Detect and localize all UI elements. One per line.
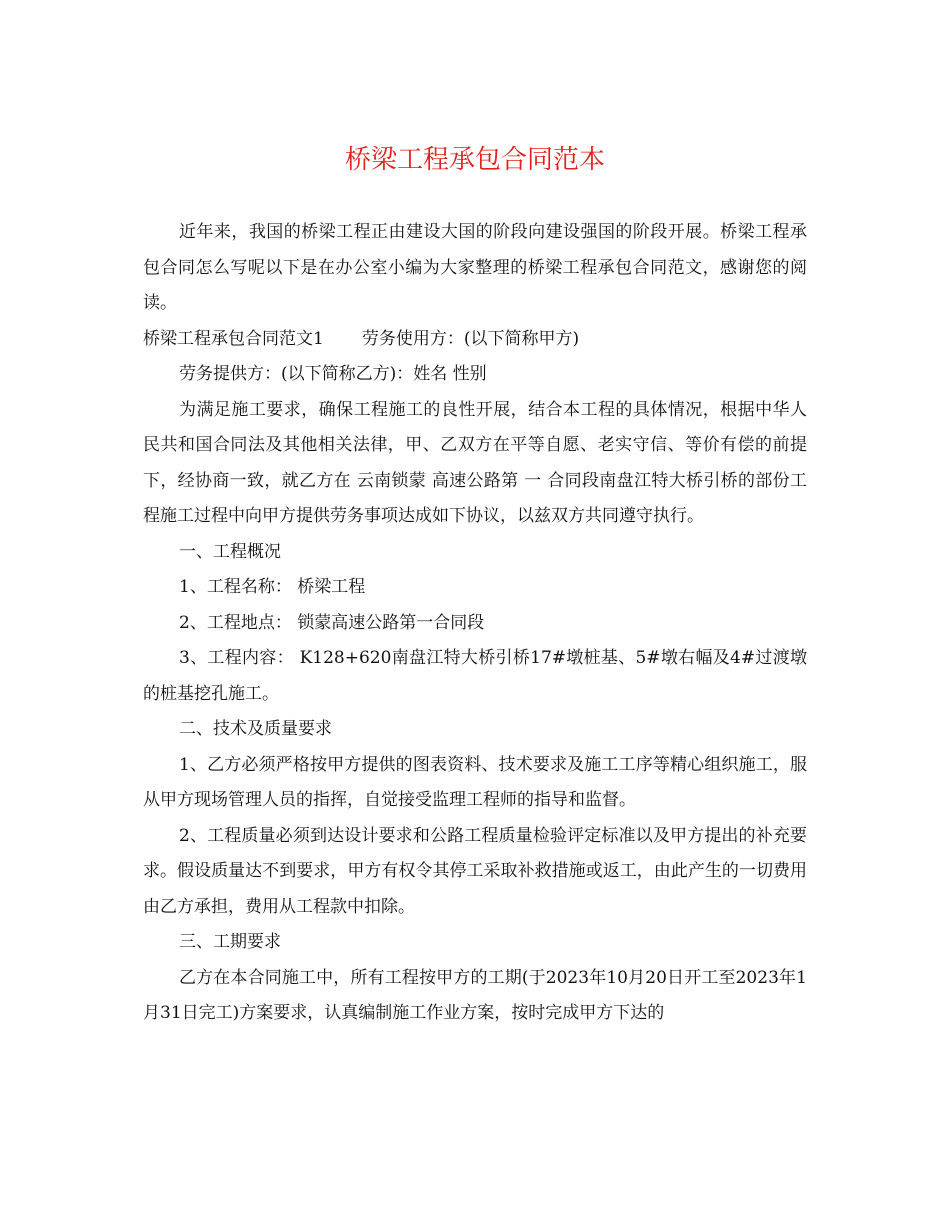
- section1-heading: 一、工程概况: [179, 541, 281, 562]
- document-body: [143, 215, 807, 1032]
- document-title: 桥梁工程承包合同范本: [344, 145, 605, 175]
- section3-heading: 三、工期要求: [179, 932, 281, 952]
- sample-heading-line: [143, 322, 807, 358]
- intro-paragraph: 近年来，我国的桥梁工程正由建设大国的阶段向建设强国的阶段开展。桥梁工程承包合同怎么写呢以下是在办公室小编为大家整理的桥梁工程承包合同范文，感谢您的阅读。: [143, 222, 807, 313]
- party-a-line: 劳务使用方：(以下简称甲方): [361, 328, 580, 349]
- party-b-line: 劳务提供方：(以下简称乙方)：姓名 性别: [179, 364, 487, 384]
- tech-requirement-2: 2、工程质量必须到达设计要求和公路工程质量检验评定标准以及甲方提出的补充要求。假设质量达不到要求，甲方有权令其停工采取补救措施或返工，由此产生的一切费用由乙方承担，费用从工程款中扣除。: [143, 825, 807, 917]
- tech-requirement-1: 1、乙方必须严格按甲方提供的图表资料、技术要求及施工工序等精心组织施工，服从甲方现场管理人员的指挥，自觉接受监理工程师的指导和监督。: [143, 754, 807, 810]
- project-name-line: 1、工程名称： 桥梁工程: [179, 577, 366, 597]
- preamble-paragraph: 为满足施工要求，确保工程施工的良性开展，结合本工程的具体情况，根据中华人民共和国合同法及其他相关法律，甲、乙双方在平等自愿、老实守信、等价有偿的前提下，经协商一致，就乙方在 云南锁蒙 高速公路第 一 合同段南盘江特大桥引桥的部份工程施工过程中向甲方提供劳务事项达成如下协议，以兹双方共同遵守执行。: [143, 399, 807, 526]
- section2-heading: 二、技术及质量要求: [179, 719, 332, 739]
- sample-heading: 桥梁工程承包合同范文1: [143, 328, 324, 349]
- project-location-line: 2、工程地点： 锁蒙高速公路第一合同段: [179, 612, 485, 633]
- schedule-paragraph: 乙方在本合同施工中，所有工程按甲方的工期(于2023年10月20日开工至2023年1月31日完工)方案要求，认真编制施工作业方案，按时完成甲方下达的: [143, 967, 807, 1023]
- project-content-paragraph: 3、工程内容： K128+620南盘江特大桥引桥17#墩桩基、5#墩右幅及4#过渡墩的桩基挖孔施工。: [143, 648, 807, 704]
